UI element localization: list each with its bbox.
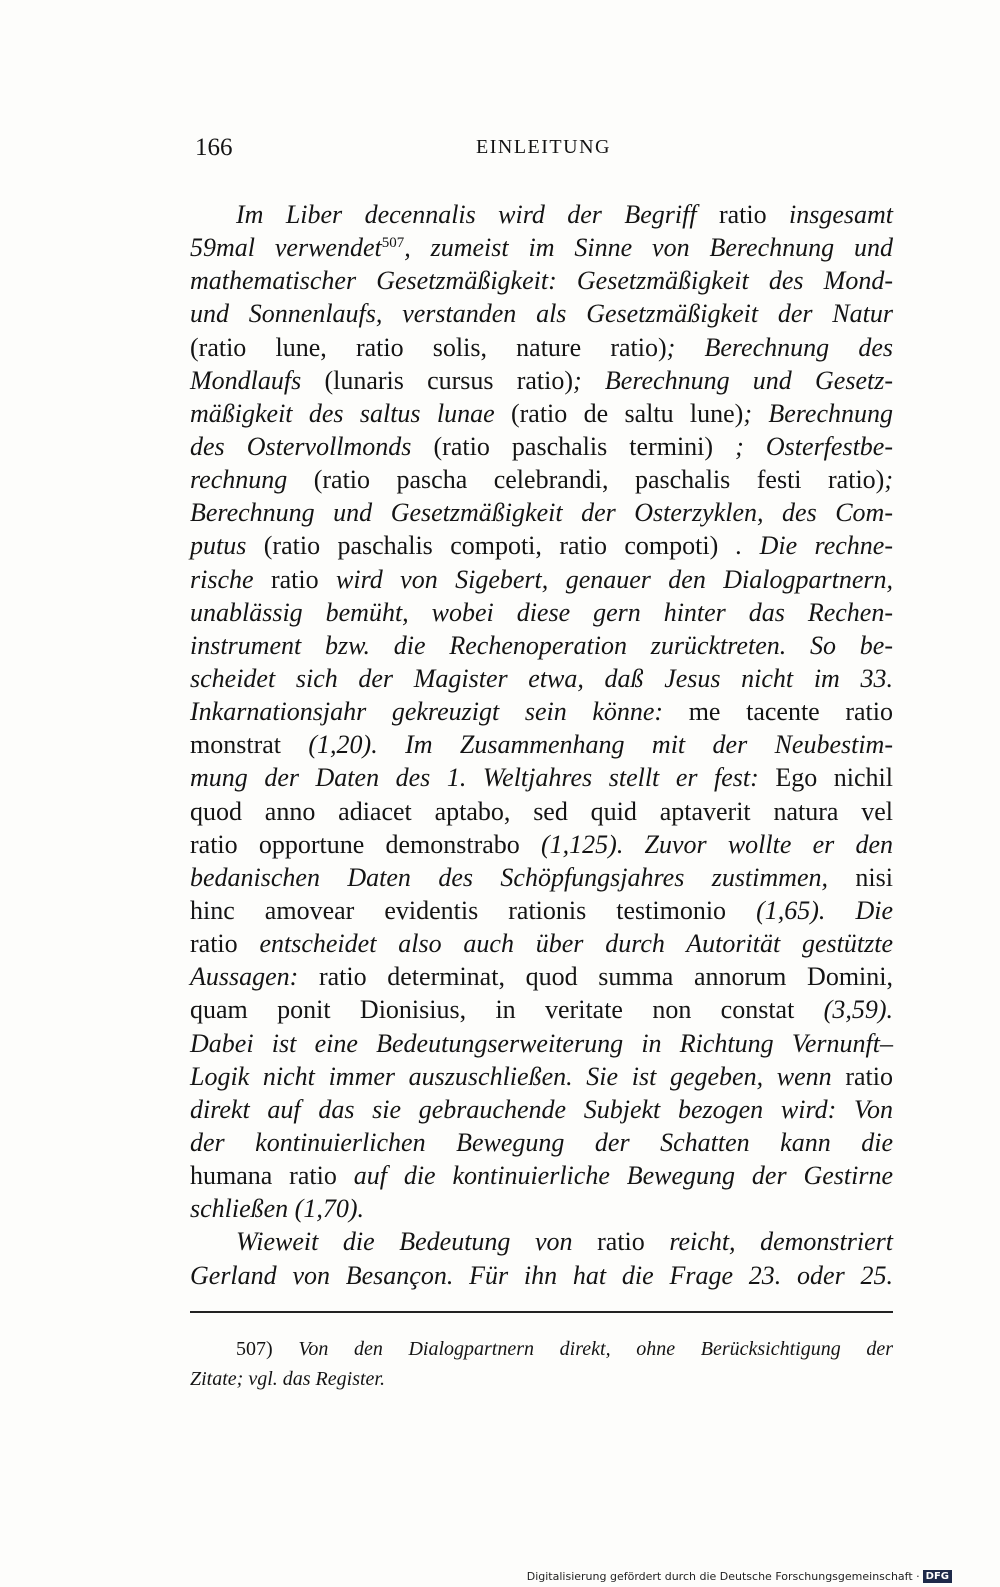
text-line: und Sonnenlaufs, verstanden als Gesetzmäßigkeit der Natur xyxy=(190,299,893,329)
text-line: mung der Daten des 1. Weltjahres stellt er fest: Ego nichil xyxy=(190,763,894,793)
text-line: mäßigkeit des saltus lunae (ratio de saltu lune); Berechnung xyxy=(190,398,893,428)
credit-text: Digitalisierung gefördert durch die Deutsche Forschungsgemeinschaft · xyxy=(526,1570,920,1583)
text-line: schließen (1,70). xyxy=(190,1194,365,1224)
page-number: 166 xyxy=(195,134,233,161)
text-line: direkt auf das sie gebrauchende Subjekt bezogen wird: Von xyxy=(190,1094,893,1124)
text-line: Mondlaufs (lunaris cursus ratio); Berechnung und Gesetz- xyxy=(190,365,893,395)
footnote xyxy=(190,1334,893,1394)
text-line: quod anno adiacet aptabo, sed quid aptaverit natura vel xyxy=(190,796,893,826)
text-line: scheidet sich der Magister etwa, daß Jesus nicht im 33. xyxy=(190,663,893,693)
text-line: Berechnung und Gesetzmäßigkeit der Osterzyklen, des Com- xyxy=(190,498,893,528)
text-line: ratio opportune demonstrabo (1,125). Zuvor wollte er den xyxy=(190,829,894,859)
text-line: humana ratio auf die kontinuierliche Bewegung der Gestirne xyxy=(190,1161,894,1191)
text-line: 59mal verwendet$^{507}$, zumeist im Sinne von Berechnung und xyxy=(190,233,893,263)
body-text xyxy=(190,198,893,1292)
digitization-credit xyxy=(527,1570,952,1583)
footnote-divider xyxy=(190,1311,893,1313)
text-line: Gerland von Besançon. Für ihn hat die Frage 23. oder 25. xyxy=(190,1260,893,1290)
text-line: hinc amovear evidentis rationis testimonio (1,65). Die xyxy=(190,895,893,925)
text-line: Im Liber decennalis wird der Begriff ratio insgesamt xyxy=(236,200,893,229)
text-line: rechnung (ratio pascha celebrandi, paschalis festi ratio); xyxy=(190,465,893,495)
text-line: ratio entscheidet also auch über durch Autorität gestützte xyxy=(190,929,893,959)
text-line: Logik nicht immer auszuschließen. Sie ist gegeben, wenn ratio xyxy=(190,1061,893,1091)
footnote-ref: 507 xyxy=(381,235,405,252)
text-line: mathematischer Gesetzmäßigkeit: Gesetzmäßigkeit des Mond- xyxy=(190,266,893,296)
text-line: bedanischen Daten des Schöpfungsjahres zustimmen, nisi xyxy=(190,862,893,892)
text-line: monstrat (1,20). Im Zusammenhang mit der Neubestim- xyxy=(190,730,893,760)
footnote-line: Zitate; vgl. das Register. xyxy=(190,1368,385,1390)
text-line: unablässig bemüht, wobei diese gern hinter das Rechen- xyxy=(190,597,893,627)
text-line: Wieweit die Bedeutung von ratio reicht, demonstriert xyxy=(236,1227,893,1257)
footnote-line: 507) Von den Dialogpartnern direkt, ohne Berücksichtigung der xyxy=(236,1338,893,1360)
text-line: des Ostervollmonds (ratio paschalis termini) ; Osterfestbe- xyxy=(190,431,893,461)
text-line: instrument bzw. die Rechenoperation zurücktreten. So be- xyxy=(190,630,893,660)
text-line: rische ratio wird von Sigebert, genauer den Dialogpartnern, xyxy=(190,564,893,594)
text-line: (ratio lune, ratio solis, nature ratio); Berechnung des xyxy=(190,332,893,362)
page-header xyxy=(195,134,892,174)
dfg-logo: DFG xyxy=(923,1570,952,1583)
text-line: der kontinuierlichen Bewegung der Schatten kann die xyxy=(190,1127,893,1157)
text-line: Aussagen: ratio determinat, quod summa annorum Domini, xyxy=(190,962,893,992)
running-head: EINLEITUNG xyxy=(476,136,611,158)
text-line: putus (ratio paschalis compoti, ratio compoti) . Die rechne- xyxy=(190,531,893,561)
text-line: Dabei ist eine Bedeutungserweiterung in Richtung Vernunft– xyxy=(190,1028,893,1058)
text-line: quam ponit Dionisius, in veritate non constat (3,59). xyxy=(190,995,893,1025)
text-line: Inkarnationsjahr gekreuzigt sein könne: me tacente ratio xyxy=(190,697,893,727)
